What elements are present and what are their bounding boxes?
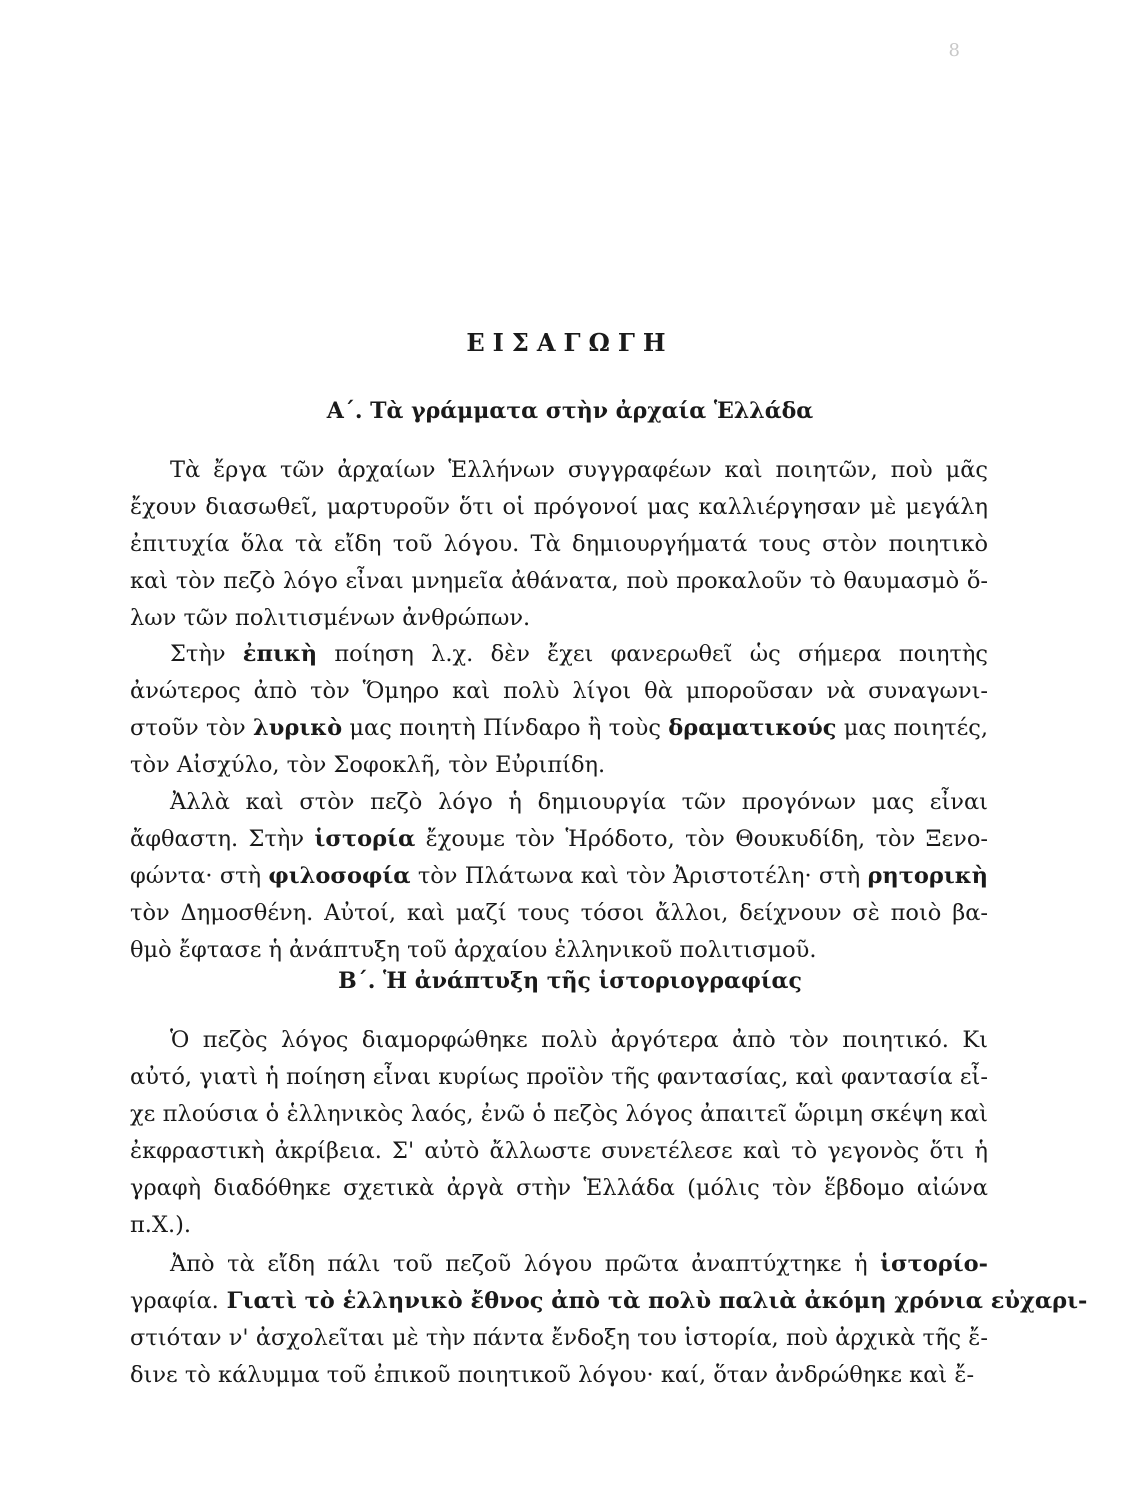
text-segment: τὸν Δημοσθένη. Αὐτοί, καὶ μαζί τους τόσοι ἄλλοι, δείχνουν σὲ ποιὸ βα-	[130, 900, 988, 926]
text-segment: Στὴν	[170, 641, 243, 667]
text-line	[130, 563, 988, 600]
paragraph	[130, 636, 988, 784]
text-line	[130, 710, 988, 747]
text-segment: Τὰ ἔργα τῶν ἀρχαίων Ἑλλήνων συγγραφέων καὶ ποιητῶν, ποὺ μᾶς	[170, 457, 988, 483]
text-segment: λων τῶν πολιτισμένων ἀνθρώπων.	[130, 605, 531, 631]
text-line	[130, 747, 988, 784]
bold-term: φιλοσοφία	[268, 863, 411, 889]
text-line	[130, 600, 988, 637]
text-line	[130, 526, 988, 563]
text-segment: δινε τὸ κάλυμμα τοῦ ἐπικοῦ ποιητικοῦ λόγου· καί, ὅταν ἀνδρώθηκε καὶ ἔ-	[130, 1362, 975, 1388]
text-line	[130, 1207, 988, 1244]
text-segment: γραφία.	[130, 1288, 219, 1314]
text-segment: ἄφθαστη. Στὴν	[130, 826, 315, 852]
text-line	[130, 1059, 988, 1096]
text-segment: τὸν Πλάτωνα καὶ τὸν Ἀριστοτέλη· στὴ	[410, 863, 868, 889]
text-segment: καὶ τὸν πεζὸ λόγο εἶναι μνημεῖα ἀθάνατα, ποὺ προκαλοῦν τὸ θαυμασμὸ ὅ-	[130, 568, 988, 594]
paragraph	[130, 784, 988, 969]
page-number: 8	[948, 40, 960, 61]
text-line	[130, 932, 988, 969]
text-line	[130, 636, 988, 673]
text-segment: ἐκφραστικὴ ἀκρίβεια. Σ' αὐτὸ ἄλλωστε συνετέλεσε καὶ τὸ γεγονὸς ὅτι ἡ	[130, 1138, 988, 1164]
text-line	[130, 821, 988, 858]
text-segment: θμὸ ἔφτασε ἡ ἀνάπτυξη τοῦ ἀρχαίου ἑλληνικοῦ πολιτισμοῦ.	[130, 937, 817, 963]
bold-term: ἱστορία	[314, 826, 416, 852]
text-segment: ἐπιτυχία ὅλα τὰ εἴδη τοῦ λόγου. Τὰ δημιουργήματά τους στὸν ποιητικὸ	[130, 531, 988, 557]
bold-term: Γιατὶ τὸ ἑλληνικὸ ἔθνος ἀπὸ τὰ πολὺ παλιὰ ἀκόμη χρόνια εὐχαρι-	[218, 1288, 1088, 1314]
text-segment: ἔχουν διασωθεῖ, μαρτυροῦν ὅτι οἱ πρόγονοί μας καλλιέργησαν μὲ μεγάλη	[130, 494, 988, 520]
text-segment: στιόταν ν' ἀσχολεῖται μὲ τὴν πάντα ἔνδοξη του ἱστορία, ποὺ ἀρχικὰ τῆς ἔ-	[130, 1325, 988, 1351]
text-segment: τὸν Αἰσχύλο, τὸν Σοφοκλῆ, τὸν Εὐριπίδη.	[130, 752, 606, 778]
paragraph	[130, 1246, 1088, 1394]
chapter-title: ΕΙΣΑΓΩΓΗ	[466, 328, 674, 357]
text-segment: ποίηση λ.χ. δὲν ἔχει φανερωθεῖ ὡς σήμερα ποιητὴς	[317, 641, 988, 667]
bold-term: ρητορικὴ	[867, 863, 988, 889]
text-line	[130, 895, 988, 932]
text-line	[130, 784, 988, 821]
text-segment: χε πλούσια ὁ ἑλληνικὸς λαός, ἐνῶ ὁ πεζὸς λόγος ἀπαιτεῖ ὥριμη σκέψη καὶ	[130, 1101, 988, 1127]
text-segment: φώντα· στὴ	[130, 863, 269, 889]
text-line	[130, 1357, 988, 1394]
text-segment: μας ποιητὴ Πίνδαρο ἢ τοὺς	[342, 715, 669, 741]
text-segment: γραφὴ διαδόθηκε σχετικὰ ἀργὰ στὴν Ἑλλάδα (μόλις τὸν ἕβδομο αἰώνα	[130, 1175, 988, 1201]
text-segment: Ἀπὸ τὰ εἴδη πάλι τοῦ πεζοῦ λόγου πρῶτα ἀναπτύχτηκε ἡ	[170, 1251, 881, 1277]
text-segment: στοῦν τὸν	[130, 715, 253, 741]
section-b-heading: Β΄. Ἡ ἀνάπτυξη τῆς ἱστοριογραφίας	[338, 968, 802, 994]
text-line	[130, 1283, 1088, 1320]
text-line	[130, 673, 988, 710]
text-line	[130, 1133, 988, 1170]
text-line	[130, 1320, 988, 1357]
text-segment: ἀνώτερος ἀπὸ τὸν Ὅμηρο καὶ πολὺ λίγοι θὰ μποροῦσαν νὰ συναγωνι-	[130, 678, 988, 704]
bold-term: ἱστορίο-	[880, 1251, 988, 1277]
paragraph	[130, 452, 988, 637]
paragraph	[130, 1022, 988, 1244]
text-segment: π.Χ.).	[130, 1212, 192, 1238]
bold-term: λυρικὸ	[252, 715, 343, 741]
text-line	[130, 452, 988, 489]
text-segment: Ἀλλὰ καὶ στὸν πεζὸ λόγο ἡ δημιουργία τῶν προγόνων μας εἶναι	[170, 789, 988, 815]
text-line	[130, 858, 988, 895]
section-a-heading: Α΄. Τὰ γράμματα στὴν ἀρχαία Ἑλλάδα	[326, 398, 814, 424]
text-segment: ἔχουμε τὸν Ἡρόδοτο, τὸν Θουκυδίδη, τὸν Ξενο-	[415, 826, 988, 852]
text-segment: αὐτό, γιατὶ ἡ ποίηση εἶναι κυρίως προϊὸν τῆς φαντασίας, καὶ φαντασία εἶ-	[130, 1064, 988, 1090]
text-segment: Ὁ πεζὸς λόγος διαμορφώθηκε πολὺ ἀργότερα ἀπὸ τὸν ποιητικό. Κι	[170, 1027, 988, 1053]
bold-term: ἐπικὴ	[242, 641, 318, 667]
text-segment: μας ποιητές,	[836, 715, 988, 741]
text-line	[130, 1096, 988, 1133]
text-line	[130, 1022, 988, 1059]
text-line	[130, 1170, 988, 1207]
bold-term: δραματικούς	[668, 715, 837, 741]
text-line	[130, 1246, 988, 1283]
text-line	[130, 489, 988, 526]
